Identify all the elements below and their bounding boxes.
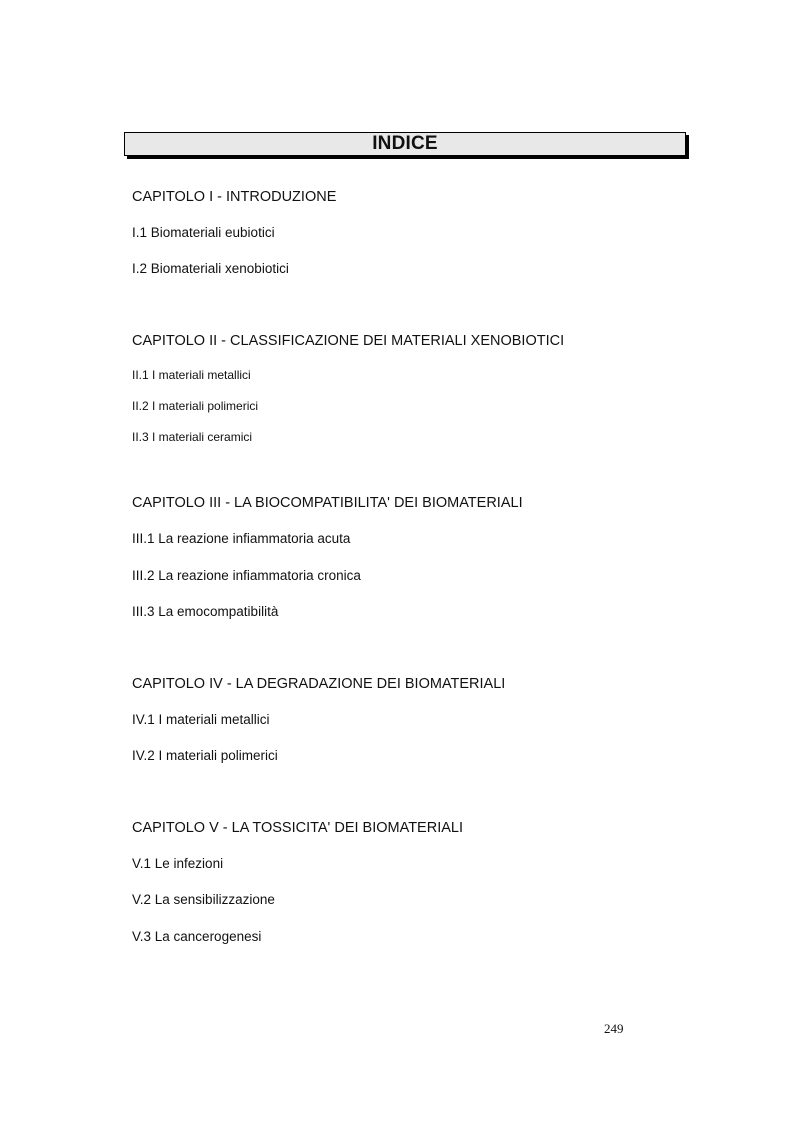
section-2-2: II.2 I materiali polimerici <box>132 399 259 413</box>
section-3-1: III.1 La reazione infiammatoria acuta <box>132 531 351 546</box>
section-3-2: III.2 La reazione infiammatoria cronica <box>132 568 361 583</box>
section-1-2: I.2 Biomateriali xenobiotici <box>132 261 289 276</box>
chapter-2-title: CAPITOLO II - CLASSIFICAZIONE DEI MATERIALI XENOBIOTICI <box>132 333 565 349</box>
chapter-1-title: CAPITOLO I - INTRODUZIONE <box>132 189 337 205</box>
chapter-3-title: CAPITOLO III - LA BIOCOMPATIBILITA' DEI BIOMATERIALI <box>132 495 523 511</box>
section-2-3: II.3 I materiali ceramici <box>132 430 253 444</box>
section-3-3: III.3 La emocompatibilità <box>132 604 279 619</box>
index-title: INDICE <box>372 133 438 154</box>
section-2-1: II.1 I materiali metallici <box>132 368 251 382</box>
section-5-2: V.2 La sensibilizzazione <box>132 892 275 907</box>
section-4-1: IV.1 I materiali metallici <box>132 712 270 727</box>
section-4-2: IV.2 I materiali polimerici <box>132 748 278 763</box>
index-title-box <box>124 132 686 156</box>
chapter-5-title: CAPITOLO V - LA TOSSICITA' DEI BIOMATERIALI <box>132 820 463 836</box>
section-1-1: I.1 Biomateriali eubiotici <box>132 225 275 240</box>
page-number: 249 <box>604 1021 624 1036</box>
section-5-3: V.3 La cancerogenesi <box>132 929 262 944</box>
section-5-1: V.1 Le infezioni <box>132 856 224 871</box>
chapter-4-title: CAPITOLO IV - LA DEGRADAZIONE DEI BIOMATERIALI <box>132 676 506 692</box>
